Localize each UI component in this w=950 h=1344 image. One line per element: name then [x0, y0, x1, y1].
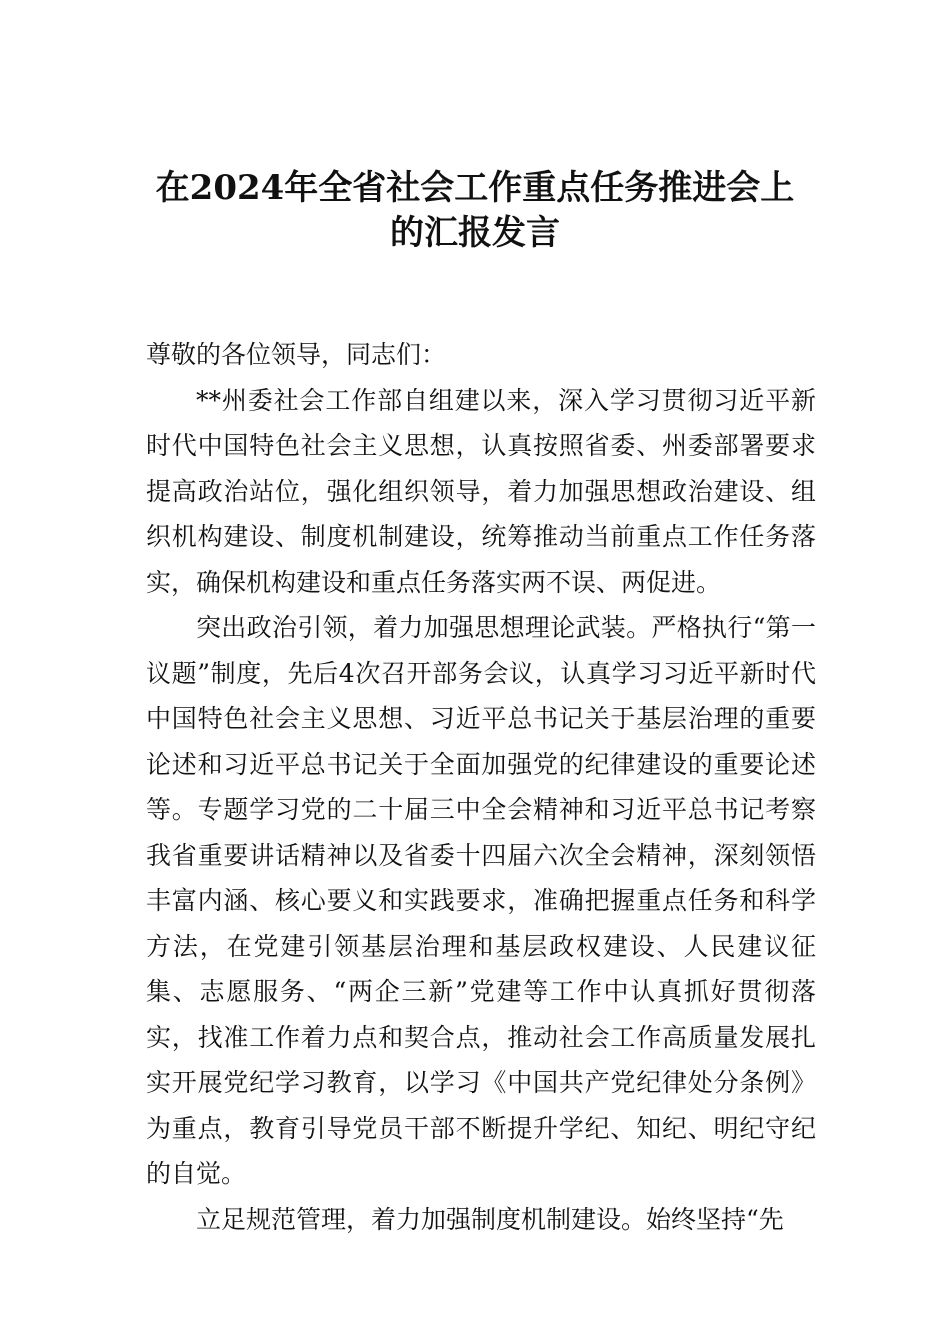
paragraph-intro: **州委社会工作部自组建以来，深入学习贯彻习近平新时代中国特色社会主义思想，认真按照省委、州委部署要求提高政治站位，强化组织领导，着力加强思想政治建设、组织机构建设、制度机制建设，统筹推动当前重点工作任务落实，确保机构建设和重点任务落实两不误、两促进。: [146, 385, 816, 597]
document-title-line2: 的汇报发言: [390, 213, 560, 253]
document-body: [146, 332, 816, 1242]
document-title-line1: 在2024年全省社会工作重点任务推进会上: [155, 168, 795, 208]
greeting: 尊敬的各位领导，同志们：: [146, 340, 447, 369]
paragraph-standard-management: 立足规范管理，着力加强制度机制建设。始终坚持“先: [196, 1204, 784, 1234]
paragraph-political-guidance: 突出政治引领，着力加强思想理论武装。严格执行“第一议题”制度，先后4次召开部务会议，认真学习习近平新时代中国特色社会主义思想、习近平总书记关于基层治理的重要论述和习近平总书记关于全面加强党的纪律建设的重要论述等。专题学习党的二十届三中全会精神和习近平总书记考察我省重要讲话精神以及省委十四届六次全会精神，深刻领悟丰富内涵、核心要义和实践要求，准确把握重点任务和科学方法，在党建引领基层治理和基层政权建设、人民建议征集、志愿服务、“两企三新”党建等工作中认真抓好贯彻落实，找准工作着力点和契合点，推动社会工作高质量发展扎实开展党纪学习教育，以学习《中国共产党纪律处分条例》为重点，教育引导党员干部不断提升学纪、知纪、明纪守纪的自觉。: [146, 613, 816, 1188]
